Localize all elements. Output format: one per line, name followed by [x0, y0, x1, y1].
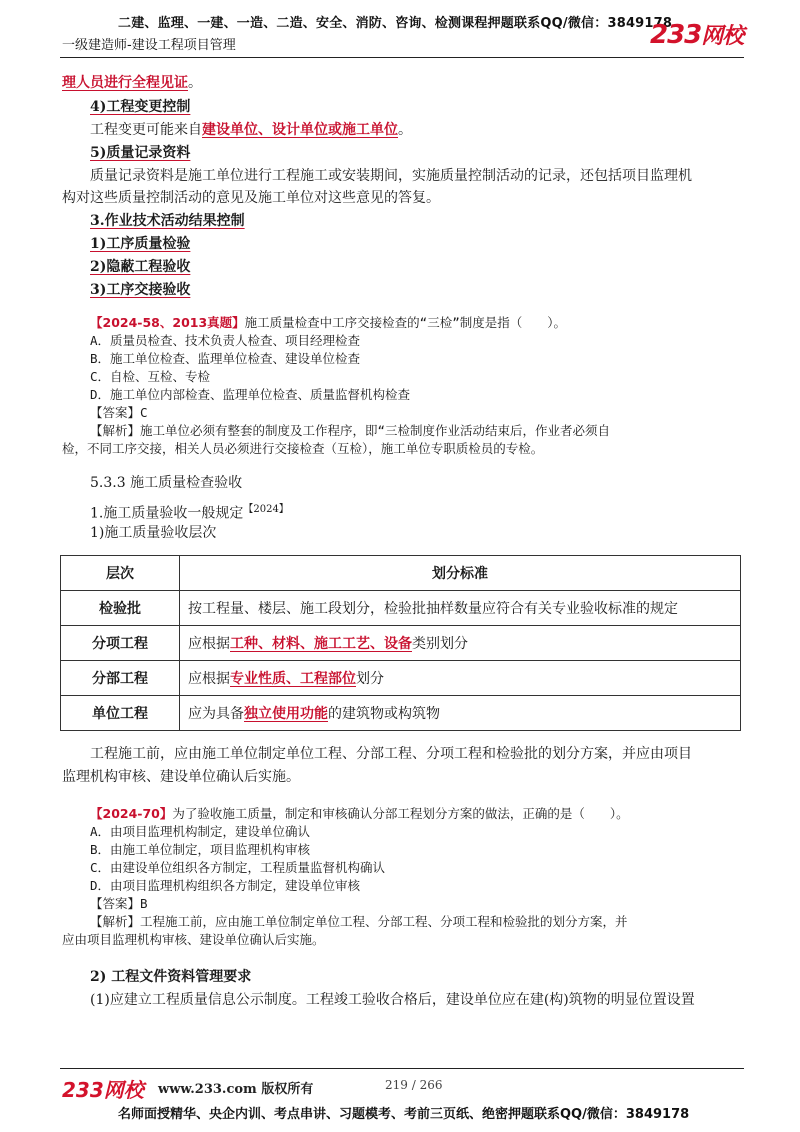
year-tag: 【2024】	[243, 504, 289, 515]
question-2-option-d: D．由项目监理机构组织各方制定，建设单位审核	[90, 878, 361, 893]
table-cell-criteria: 应根据专业性质、工程部位划分	[180, 661, 741, 696]
table-header-criteria: 划分标准	[180, 556, 741, 591]
criteria-highlight: 独立使用功能	[244, 706, 328, 722]
footer-logo: 233网校	[62, 1078, 144, 1102]
table-cell-criteria: 应为具备独立使用功能的建筑物或构筑物	[180, 696, 741, 731]
question-2-option-b: B．由施工单位制定，项目监理机构审核	[90, 842, 311, 857]
page-number: 219 / 266	[385, 1078, 443, 1092]
paragraph-quality-records-1: 质量记录资料是施工单位进行工程施工或安装期间，实施质量控制活动的记录，还包括项目监理机	[90, 168, 692, 184]
table-row	[61, 626, 741, 661]
logo-number: 233	[650, 20, 702, 50]
heading-acceptance-levels: 1)施工质量验收层次	[90, 525, 217, 541]
section-title-5-3-3: 5.3.3 施工质量检查验收	[90, 475, 243, 491]
table-header-level: 层次	[61, 556, 180, 591]
header-divider	[60, 57, 744, 58]
item-handover-acceptance: 3)工序交接验收	[90, 282, 191, 298]
table-header-row	[61, 556, 741, 591]
question-1-option-b: B．施工单位检查、监理单位检查、建设单位检查	[90, 351, 361, 366]
question-2-answer: 【答案】B	[90, 896, 148, 911]
table-cell-level: 检验批	[61, 591, 180, 626]
continuation-line: 理人员进行全程见证。	[62, 75, 202, 91]
table-cell-criteria: 应根据工种、材料、施工工艺、设备类别划分	[180, 626, 741, 661]
question-1-explanation-1: 【解析】施工单位必须有整套的制度及工作程序，即“三检制度作业活动结束后，作业者必须自	[90, 423, 611, 438]
question-2-tag: 【2024-70】	[90, 806, 173, 821]
criteria-highlight: 工种、材料、施工工艺、设备	[230, 636, 412, 652]
question-1-explanation-2: 检，不同工序交接，相关人员必须进行交接检查（互检），施工单位专职质检员的专检。	[62, 441, 544, 456]
paragraph-info-disclosure: (1)应建立工程质量信息公示制度。工程竣工验收合格后，建设单位应在建(构)筑物的明显位置设置	[90, 992, 695, 1008]
table-cell-level: 分项工程	[61, 626, 180, 661]
paragraph-change-source: 工程变更可能来自建设单位、设计单位或施工单位。	[90, 122, 412, 138]
heading-quality-records: 5)质量记录资料	[90, 145, 191, 161]
paragraph-quality-records-2: 构对这些质量控制活动的意见及施工单位对这些意见的答复。	[62, 190, 440, 206]
question-2-stem: 【2024-70】为了验收施工质量，制定和审核确认分部工程划分方案的做法，正确的是（ ）。	[90, 806, 629, 821]
heading-general-rules: 1.施工质量验收一般规定$^{【2024】}$	[90, 504, 289, 522]
question-1-tag: 【2024-58、2013真题】	[90, 315, 245, 330]
question-1-stem: 【2024-58、2013真题】施工质量检查中工序交接检查的“三检”制度是指（ ）。	[90, 315, 566, 330]
table-row	[61, 661, 741, 696]
header-book-title: 一级建造师-建设工程项目管理	[62, 38, 236, 53]
acceptance-levels-table	[60, 555, 741, 731]
table-cell-level: 分部工程	[61, 661, 180, 696]
question-1-answer: 【答案】C	[90, 405, 148, 420]
paragraph-division-plan-2: 监理机构审核、建设单位确认后实施。	[62, 769, 300, 785]
paragraph-division-plan-1: 工程施工前，应由施工单位制定单位工程、分部工程、分项工程和检验批的划分方案，并应由项目	[90, 746, 692, 762]
criteria-highlight: 专业性质、工程部位	[230, 671, 356, 687]
table-cell-level: 单位工程	[61, 696, 180, 731]
footer-copyright: www.233.com 版权所有	[158, 1082, 314, 1097]
logo-text: 网校	[701, 24, 744, 49]
question-1-option-c: C．自检、互检、专检	[90, 369, 211, 384]
item-concealed-acceptance: 2)隐蔽工程验收	[90, 259, 191, 275]
question-2-explanation-1: 【解析】工程施工前，应由施工单位制定单位工程、分部工程、分项工程和检验批的划分方案，并	[90, 914, 628, 929]
question-1-option-a: A．质量员检查、技术负责人检查、项目经理检查	[90, 333, 361, 348]
question-2-option-a: A．由项目监理机构制定，建设单位确认	[90, 824, 311, 839]
question-2-option-c: C．由建设单位组织各方制定，工程质量监督机构确认	[90, 860, 386, 875]
header-contact-line: 二建、监理、一建、一造、二造、安全、消防、咨询、检测课程押题联系QQ/微信：3849178	[118, 16, 673, 31]
table-cell-criteria: 按工程量、楼层、施工段划分，检验批抽样数量应符合有关专业验收标准的规定	[180, 591, 741, 626]
change-source-highlight: 建设单位、设计单位或施工单位	[202, 122, 398, 138]
footer-contact-line: 名师面授精华、央企内训、考点串讲、习题模考、考前三页纸、绝密押题联系QQ/微信：3849178	[118, 1107, 690, 1122]
footer-divider	[60, 1068, 744, 1069]
table-row	[61, 696, 741, 731]
heading-result-control: 3.作业技术活动结果控制	[90, 213, 245, 229]
table-row	[61, 591, 741, 626]
question-1-option-d: D．施工单位内部检查、监理单位检查、质量监督机构检查	[90, 387, 411, 402]
witness-highlight: 理人员进行全程见证	[62, 75, 188, 91]
heading-file-management: 2) 工程文件资料管理要求	[90, 969, 252, 985]
brand-logo	[650, 19, 743, 50]
heading-change-control: 4)工程变更控制	[90, 99, 191, 115]
question-2-explanation-2: 应由项目监理机构审核、建设单位确认后实施。	[62, 932, 325, 947]
item-process-inspection: 1)工序质量检验	[90, 236, 191, 252]
